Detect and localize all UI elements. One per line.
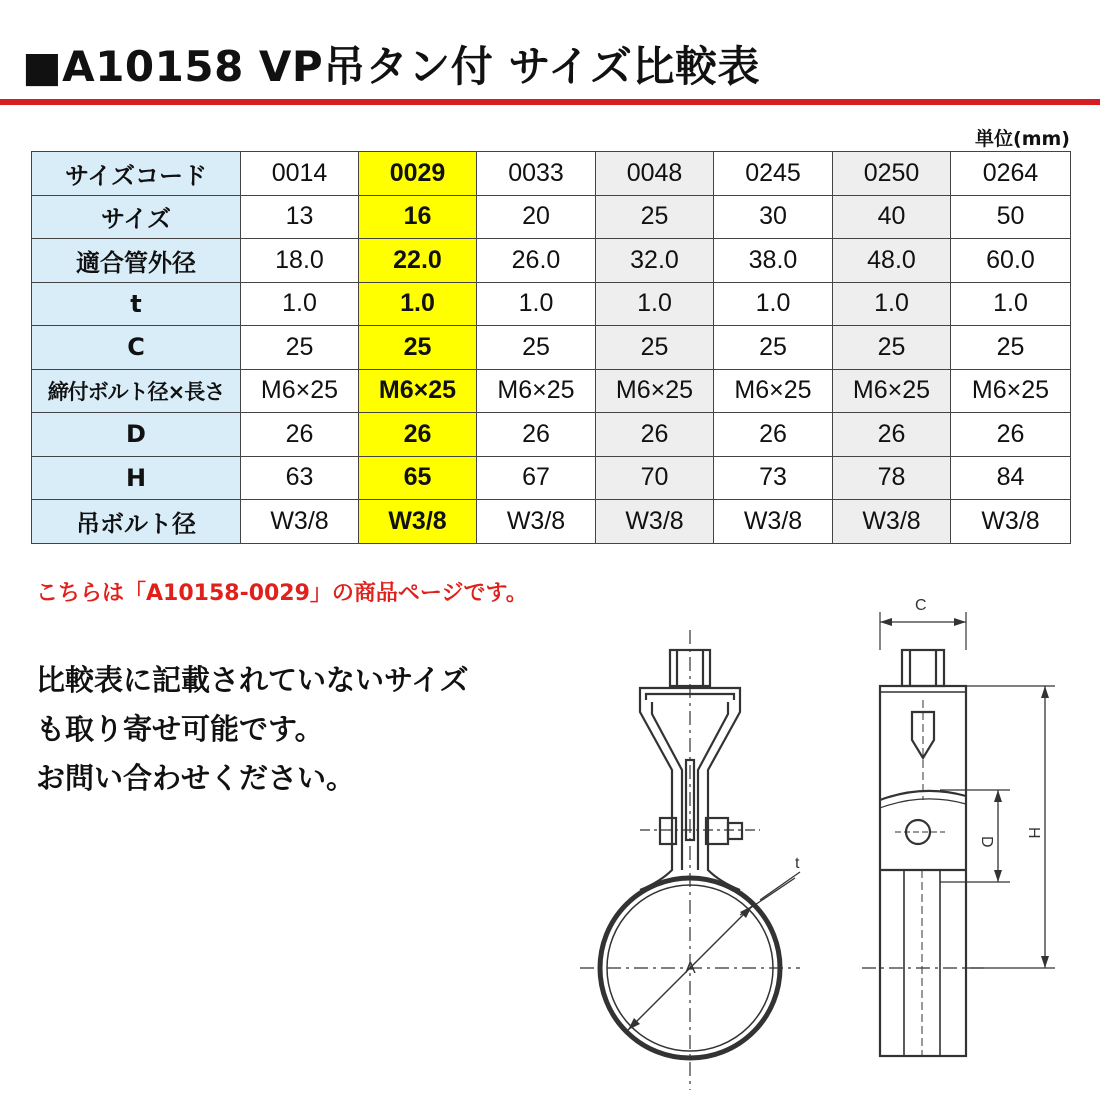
highlighted-cell: 25 [359,326,477,370]
table-cell: 26.0 [477,239,596,283]
table-cell: 73 [714,456,833,500]
table-cell: W3/8 [477,500,596,544]
table-cell: 25 [241,326,359,370]
row-label: H [32,456,241,500]
table-cell: M6×25 [596,369,714,413]
table-cell: M6×25 [714,369,833,413]
row-label: t [32,282,241,326]
table-cell: 1.0 [714,282,833,326]
table-cell: M6×25 [241,369,359,413]
highlighted-cell: 26 [359,413,477,457]
row-label: サイズコード [32,152,241,196]
table-cell: 50 [951,195,1071,239]
table-cell: 32.0 [596,239,714,283]
message-line: 比較表に記載されていないサイズ [36,663,469,697]
product-page-note: こちらは「A10158-0029」の商品ページです。 [36,581,528,606]
highlighted-cell: M6×25 [359,369,477,413]
table-cell: 63 [241,456,359,500]
highlighted-cell: W3/8 [359,500,477,544]
table-cell: 38.0 [714,239,833,283]
table-cell: 26 [714,413,833,457]
table-cell: M6×25 [951,369,1071,413]
table-cell: 25 [596,326,714,370]
table-cell: 26 [951,413,1071,457]
dimension-t-label: t [795,855,800,872]
table-cell: 26 [833,413,951,457]
table-cell: 0048 [596,152,714,196]
page-title: ■A10158 VP吊タン付 サイズ比較表 [22,42,760,91]
table-cell: 67 [477,456,596,500]
table-cell: 18.0 [241,239,359,283]
highlighted-cell: 16 [359,195,477,239]
row-label: 適合管外径 [32,239,241,283]
table-cell: 25 [833,326,951,370]
table-cell: 1.0 [833,282,951,326]
row-label: 吊ボルト径 [32,500,241,544]
table-cell: 1.0 [241,282,359,326]
unit-label: 単位(mm) [975,128,1070,150]
table-cell: 0245 [714,152,833,196]
highlighted-cell: 0029 [359,152,477,196]
table-cell: 78 [833,456,951,500]
table-cell: 0014 [241,152,359,196]
table-cell: W3/8 [596,500,714,544]
table-cell: 30 [714,195,833,239]
row-label: 締付ボルト径×長さ [32,369,241,413]
table-cell: 40 [833,195,951,239]
table-cell: 1.0 [951,282,1071,326]
dimension-h-label: H [1025,827,1042,839]
highlighted-cell: 22.0 [359,239,477,283]
table-cell: W3/8 [714,500,833,544]
table-cell: 70 [596,456,714,500]
table-cell: W3/8 [833,500,951,544]
message-line: お問い合わせください。 [36,761,356,795]
table-cell: 60.0 [951,239,1071,283]
dimension-c-label: C [915,597,927,614]
row-label: D [32,413,241,457]
table-cell: 1.0 [596,282,714,326]
table-cell: 26 [596,413,714,457]
table-cell: 84 [951,456,1071,500]
table-cell: 25 [951,326,1071,370]
table-cell: 0264 [951,152,1071,196]
table-cell: 25 [596,195,714,239]
row-label: C [32,326,241,370]
table-cell: 25 [714,326,833,370]
table-cell: 20 [477,195,596,239]
table-cell: 1.0 [477,282,596,326]
table-cell: 25 [477,326,596,370]
table-cell: W3/8 [241,500,359,544]
table-cell: 48.0 [833,239,951,283]
table-cell: M6×25 [833,369,951,413]
table-cell: M6×25 [477,369,596,413]
table-cell: 0033 [477,152,596,196]
message-line: も取り寄せ可能です。 [36,712,324,746]
dimension-a-label: A [685,960,696,977]
table-cell: 26 [477,413,596,457]
front-view [580,630,800,1090]
table-cell: W3/8 [951,500,1071,544]
row-label: サイズ [32,195,241,239]
dimension-d-label: D [978,836,995,848]
table-cell: 26 [241,413,359,457]
table-cell: 13 [241,195,359,239]
table-cell: 0250 [833,152,951,196]
highlighted-cell: 1.0 [359,282,477,326]
highlighted-cell: 65 [359,456,477,500]
